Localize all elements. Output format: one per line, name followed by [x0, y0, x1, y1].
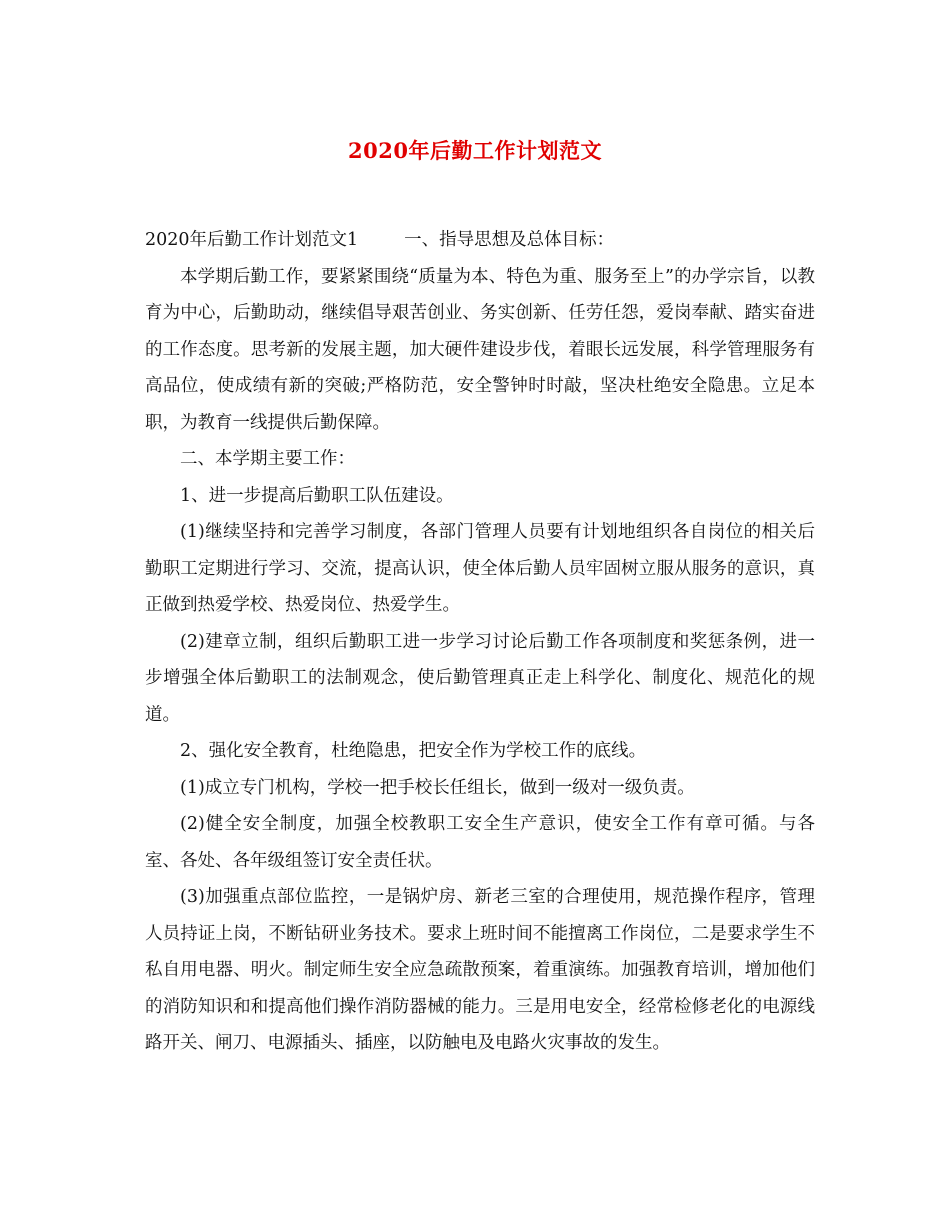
subheading: 2、强化安全教育，杜绝隐患，把安全作为学校工作的底线。	[180, 741, 647, 761]
section-heading-1: 一、指导思想及总体目标：	[404, 230, 615, 250]
document-title: 2020年后勤工作计划范文	[348, 138, 602, 163]
paragraph: (1)成立专门机构，学校一把手校长任组长，做到一级对一级负责。	[180, 777, 695, 798]
subheading: 1、进一步提高后勤职工队伍建设。	[180, 485, 454, 506]
paragraph: 本学期后勤工作，要紧紧围绕“质量为本、特色为重、服务至上”的办学宗旨，以教育为中心，后勤助动，继续倡导艰苦创业、务实创新、任劳任怨，爱岗奉献、踏实奋进的工作态度。思考新的发展主题，加大硬件建设步伐，着眼长远发展，科学管理服务有高品位，使成绩有新的突破;严格防范，安全警钟时时敲，坚决杜绝安全隐患。立足本职，为教育一线提供后勤保障。	[145, 266, 815, 433]
paragraph: (2)健全安全制度，加强全校教职工安全生产意识，使安全工作有章可循。与各室、各处、各年级组签订安全责任状。	[145, 814, 815, 871]
section-heading-2: 二、本学期主要工作：	[180, 449, 355, 469]
document-body	[145, 222, 815, 1062]
heading-line	[145, 222, 815, 259]
heading-label: 2020年后勤工作计划范文1	[145, 230, 359, 250]
paragraph: (3)加强重点部位监控，一是锅炉房、新老三室的合理使用，规范操作程序，管理人员持证上岗，不断钻研业务技术。要求上班时间不能擅离工作岗位，二是要求学生不私自用电器、明火。制定师生安全应急疏散预案，着重演练。加强教育培训，增加他们的消防知识和和提高他们操作消防器械的能力。三是用电安全，经常检修老化的电源线路开关、闸刀、电源插头、插座，以防触电及电路火灾事故的发生。	[145, 887, 815, 1053]
paragraph: (1)继续坚持和完善学习制度，各部门管理人员要有计划地组织各自岗位的相关后勤职工定期进行学习、交流，提高认识，使全体后勤人员牢固树立服从服务的意识，真正做到热爱学校、热爱岗位、热爱学生。	[145, 522, 815, 615]
paragraph: (2)建章立制，组织后勤职工进一步学习讨论后勤工作各项制度和奖惩条例，进一步增强全体后勤职工的法制观念，使后勤管理真正走上科学化、制度化、规范化的规道。	[145, 631, 815, 725]
